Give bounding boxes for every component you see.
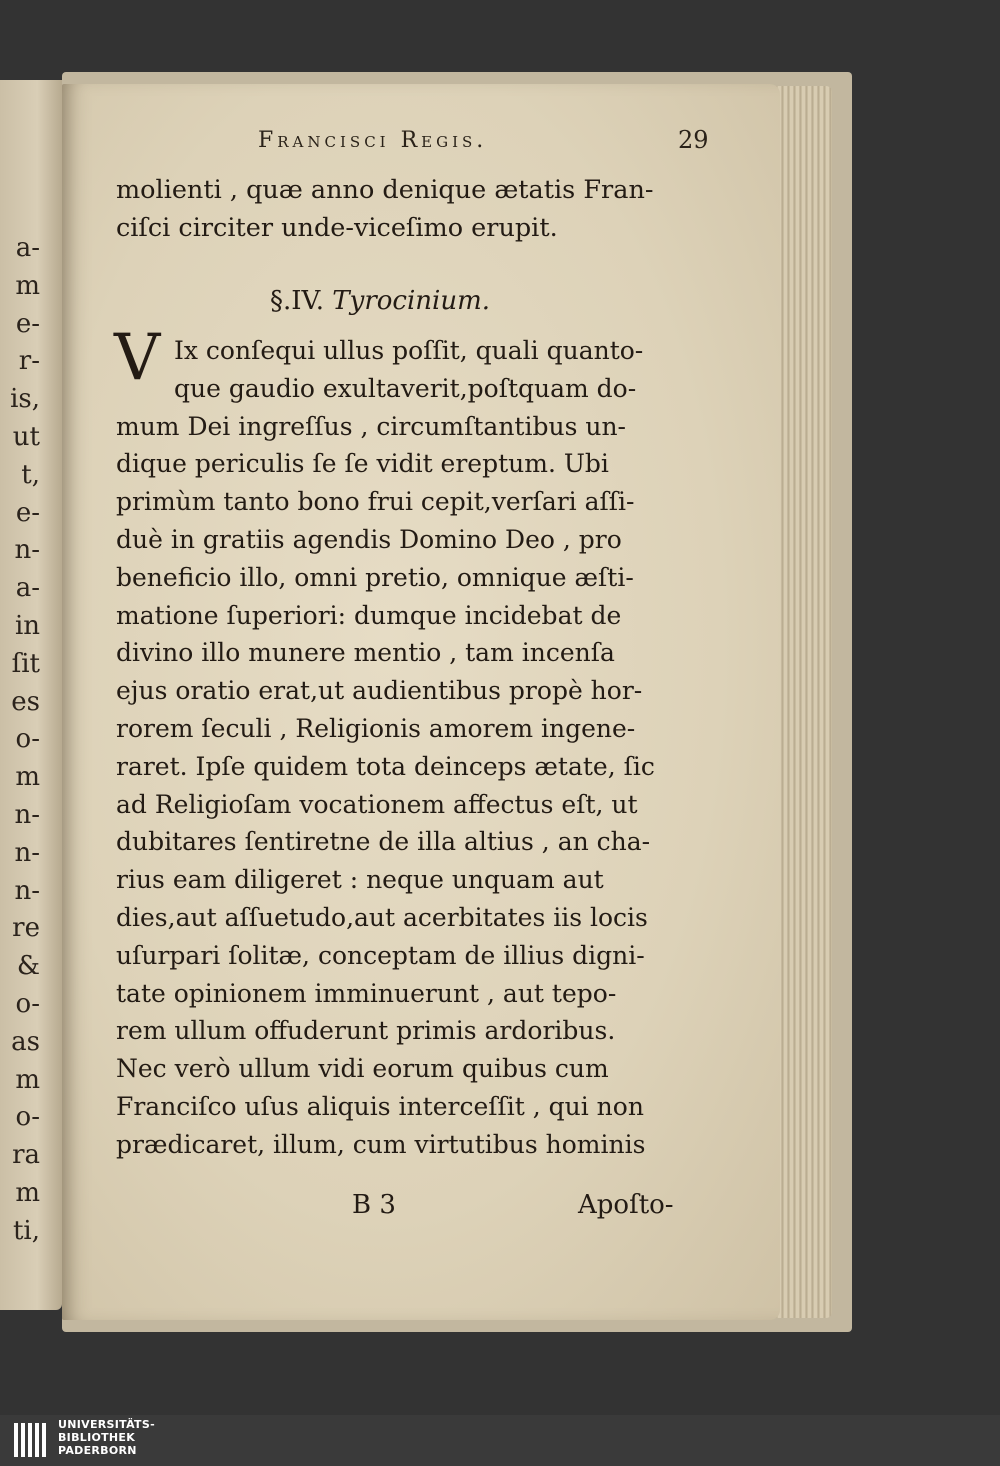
facing-page-fragment: e- (15, 308, 40, 339)
library-logo-icon (14, 1419, 54, 1461)
facing-page-fragment: a- (15, 233, 40, 263)
signature-mark: B 3 (352, 1190, 396, 1220)
facing-page-fragment: ſit (11, 648, 40, 679)
text-line: dubitares ſentiretne de illa altius , an cha- (116, 827, 651, 857)
section-heading (270, 286, 490, 316)
text-line: matione ſuperiori: dumque incidebat de (116, 600, 622, 630)
text-line: mum Dei ingreſſus , circumſtantibus un- (116, 411, 626, 441)
facing-page-fragment: & (16, 951, 40, 982)
text-line: uſurpari ſolitæ, conceptam de illius digni- (116, 940, 645, 970)
library-name-line3: PADERBORN (58, 1444, 137, 1457)
text-line: rorem ſeculi , Religionis amorem ingene- (116, 713, 636, 743)
library-name-line2: BIBLIOTHEK (58, 1431, 136, 1444)
facing-page-fragment: is, (10, 384, 40, 415)
text-line: rem ullum offuderunt primis ardoribus. (116, 1016, 616, 1046)
text-line: que gaudio exultaverit,poſtquam do- (174, 373, 637, 403)
facing-page-fragment: in (14, 610, 40, 641)
facing-page-fragment: t, (21, 459, 40, 490)
facing-page-fragment: m (15, 762, 40, 793)
text-line: rius eam diligeret : neque unquam aut (116, 865, 604, 895)
text-line: ejus oratio erat,ut audientibus propè hor- (116, 676, 643, 706)
facing-page-fragment: re (12, 913, 40, 944)
facing-page-edge (0, 80, 62, 1310)
text-line: dique periculis ſe ſe vidit ereptum. Ubi (116, 449, 609, 479)
text-line: Ix conſequi ullus poſſit, quali quanto- (174, 336, 644, 365)
text-line: dies,aut aſſuetudo,aut acerbitates iis locis (116, 902, 648, 932)
facing-page-text-fragments (0, 230, 40, 1251)
facing-page-fragment: n- (14, 875, 40, 906)
text-line: tate opinionem imminuerunt , aut tepo- (116, 978, 617, 1008)
facing-page-fragment: ut (12, 421, 40, 452)
body-text (116, 332, 716, 1164)
text-line: duè in gratiis agendis Domino Deo , pro (116, 524, 622, 554)
facing-page-fragment: o- (15, 724, 40, 755)
facing-page-fragment: m (15, 1064, 40, 1095)
facing-page-fragment: ra (12, 1140, 40, 1171)
facing-page-fragment: m (15, 1177, 40, 1208)
library-name-line1: UNIVERSITÄTS- (58, 1418, 155, 1431)
facing-page-fragment: e- (15, 497, 40, 528)
section-heading-number: §.IV. (270, 286, 325, 316)
catchword: Apoſto- (578, 1190, 674, 1220)
section-heading-title: Tyrocinium. (332, 286, 491, 316)
facing-page-fragment: n- (14, 535, 40, 566)
text-line: ad Religioſam vocationem affectus eſt, ut (116, 789, 638, 819)
facing-page-fragment: o- (15, 1102, 40, 1133)
facing-page-fragment: o- (15, 988, 40, 1019)
facing-page-fragment: m (15, 270, 40, 301)
text-line: prædicaret, illum, cum virtutibus hominis (116, 1129, 646, 1159)
text-line: molienti , quæ anno denique ætatis Fran- (116, 175, 654, 205)
drop-cap: V (114, 321, 161, 395)
text-line: ciſci circiter unde-viceſimo erupit. (116, 212, 558, 243)
library-name (58, 1418, 155, 1457)
opening-lines (116, 172, 716, 248)
facing-page-fragment: n- (14, 837, 40, 868)
facing-page-fragment: as (11, 1026, 40, 1057)
facing-page-fragment: n- (14, 799, 40, 830)
facing-page-fragment: a- (15, 573, 40, 604)
facing-page-fragment: ti, (12, 1215, 40, 1246)
text-line: Franciſco uſus aliquis interceſſit , qui non (116, 1091, 644, 1121)
text-line: beneficio illo, omni pretio, omnique æſti- (116, 562, 634, 592)
facing-page-fragment: es (11, 686, 40, 717)
page-number: 29 (678, 126, 709, 154)
text-line: divino illo munere mentio , tam incenſa (116, 638, 615, 668)
facing-page-fragment: r- (18, 346, 40, 377)
running-head: Francisci Regis. (258, 128, 488, 153)
text-line: primùm tanto bono frui cepit,verſari aſſi- (116, 487, 635, 517)
text-line: raret. Ipſe quidem tota deinceps ætate, ſic (116, 751, 655, 781)
text-line: Nec verò ullum vidi eorum quibus cum (116, 1054, 609, 1084)
